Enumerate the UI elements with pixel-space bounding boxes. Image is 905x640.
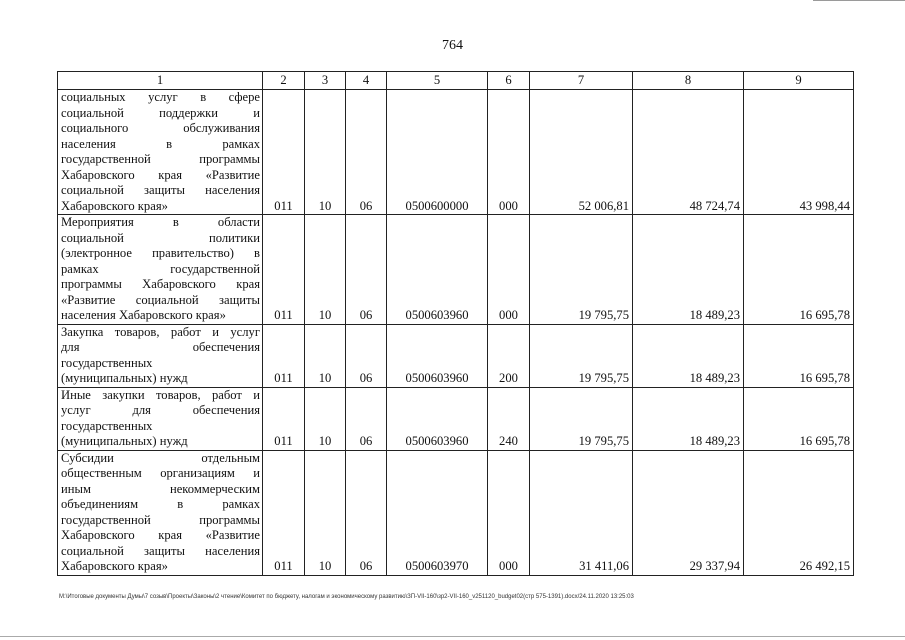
amount-cell-col8: 29 337,94 xyxy=(633,450,744,575)
target-article-cell: 0500600000 xyxy=(387,90,488,215)
description-line: (электронное правительство) в xyxy=(61,246,260,260)
description-line: Закупка товаров, работ и услуг xyxy=(61,324,260,339)
description-line: программы Хабаровского края xyxy=(61,277,260,291)
description-line: государственных xyxy=(61,418,153,433)
subsection-code-cell: 06 xyxy=(346,387,387,450)
description-line: социальной поддержки и xyxy=(61,105,260,120)
top-edge-rule xyxy=(813,0,905,1)
column-header: 9 xyxy=(744,72,854,90)
column-header: 5 xyxy=(387,72,488,90)
expense-type-cell: 200 xyxy=(488,324,530,387)
column-header: 7 xyxy=(530,72,633,90)
target-article-cell: 0500603960 xyxy=(387,387,488,450)
document-footer-path: M:\Итоговые документы Думы\7 созыв\Проекты\Законы\2 чтение\Комитет по бюджету, налогам и экономическому развитию\ЗП-VII-160\зр2-VII-160_v251120_budget02(стр 575-1391).docx/24.11.2020 13:25:03 xyxy=(59,594,634,600)
description-line: «Развитие социальной защиты xyxy=(61,292,260,307)
target-article-cell: 0500603960 xyxy=(387,324,488,387)
amount-cell-col7: 31 411,06 xyxy=(530,450,633,575)
expense-type-cell: 000 xyxy=(488,450,530,575)
amount-cell-col8: 18 489,23 xyxy=(633,387,744,450)
description-line: населения Хабаровского края» xyxy=(61,308,226,322)
description-line: государственной программы xyxy=(61,512,260,527)
row-description-cell xyxy=(58,324,263,387)
row-description-cell xyxy=(58,450,263,575)
amount-cell-col7: 19 795,75 xyxy=(530,324,633,387)
admin-code-cell: 011 xyxy=(263,90,305,215)
column-header: 4 xyxy=(346,72,387,90)
column-header: 8 xyxy=(633,72,744,90)
amount-cell-col9: 16 695,78 xyxy=(744,387,854,450)
budget-table xyxy=(57,71,854,576)
amount-cell-col9: 16 695,78 xyxy=(744,324,854,387)
column-header: 1 xyxy=(58,72,263,90)
admin-code-cell: 011 xyxy=(263,215,305,325)
table-row xyxy=(58,450,854,575)
amount-cell-col9: 26 492,15 xyxy=(744,450,854,575)
amount-cell-col9: 16 695,78 xyxy=(744,215,854,325)
subsection-code-cell: 06 xyxy=(346,324,387,387)
expense-type-cell: 000 xyxy=(488,215,530,325)
description-line: Хабаровского края «Развитие xyxy=(61,167,260,182)
description-line: социального обслуживания xyxy=(61,121,260,135)
column-header: 2 xyxy=(263,72,305,90)
admin-code-cell: 011 xyxy=(263,387,305,450)
column-header: 6 xyxy=(488,72,530,90)
subsection-code-cell: 06 xyxy=(346,215,387,325)
description-line: объединениям в рамках xyxy=(61,497,260,511)
target-article-cell: 0500603960 xyxy=(387,215,488,325)
row-description-cell xyxy=(58,215,263,325)
description-line: Мероприятия в области xyxy=(61,215,260,229)
description-line: социальной политики xyxy=(61,230,260,245)
section-code-cell: 10 xyxy=(305,387,346,450)
section-code-cell: 10 xyxy=(305,90,346,215)
description-line: социальной защиты населения xyxy=(61,183,260,197)
amount-cell-col8: 18 489,23 xyxy=(633,215,744,325)
expense-type-cell: 240 xyxy=(488,387,530,450)
description-line: (муниципальных) нужд xyxy=(61,434,188,448)
description-line: рамках государственной xyxy=(61,261,260,276)
description-line: социальных услуг в сфере xyxy=(61,90,260,104)
subsection-code-cell: 06 xyxy=(346,450,387,575)
description-line: Субсидии отдельным xyxy=(61,450,260,465)
section-code-cell: 10 xyxy=(305,215,346,325)
description-line: Иные закупки товаров, работ и xyxy=(61,387,260,402)
description-line: Хабаровского края» xyxy=(61,198,168,213)
column-header: 3 xyxy=(305,72,346,90)
description-line: Хабаровского края «Развитие xyxy=(61,528,260,542)
description-line: государственной программы xyxy=(61,152,260,166)
amount-cell-col7: 19 795,75 xyxy=(530,215,633,325)
description-line: социальной защиты населения xyxy=(61,543,260,558)
description-line: государственных xyxy=(61,355,153,370)
table-row xyxy=(58,324,854,387)
amount-cell-col8: 18 489,23 xyxy=(633,324,744,387)
bottom-edge-rule xyxy=(0,636,905,637)
amount-cell-col7: 52 006,81 xyxy=(530,90,633,215)
description-line: населения в рамках xyxy=(61,136,260,151)
table-row xyxy=(58,387,854,450)
row-description-cell xyxy=(58,387,263,450)
page-number: 764 xyxy=(442,38,463,53)
admin-code-cell: 011 xyxy=(263,450,305,575)
description-line: Хабаровского края» xyxy=(61,559,168,573)
amount-cell-col9: 43 998,44 xyxy=(744,90,854,215)
expense-type-cell: 000 xyxy=(488,90,530,215)
admin-code-cell: 011 xyxy=(263,324,305,387)
section-code-cell: 10 xyxy=(305,450,346,575)
table-row xyxy=(58,215,854,325)
description-line: (муниципальных) нужд xyxy=(61,371,188,385)
table-row xyxy=(58,90,854,215)
table-header-row xyxy=(58,72,854,90)
amount-cell-col7: 19 795,75 xyxy=(530,387,633,450)
row-description-cell xyxy=(58,90,263,215)
section-code-cell: 10 xyxy=(305,324,346,387)
target-article-cell: 0500603970 xyxy=(387,450,488,575)
description-line: общественным организациям и xyxy=(61,466,260,480)
description-line: иным некоммерческим xyxy=(61,481,260,496)
description-line: для обеспечения xyxy=(61,340,260,354)
amount-cell-col8: 48 724,74 xyxy=(633,90,744,215)
subsection-code-cell: 06 xyxy=(346,90,387,215)
description-line: услуг для обеспечения xyxy=(61,403,260,417)
